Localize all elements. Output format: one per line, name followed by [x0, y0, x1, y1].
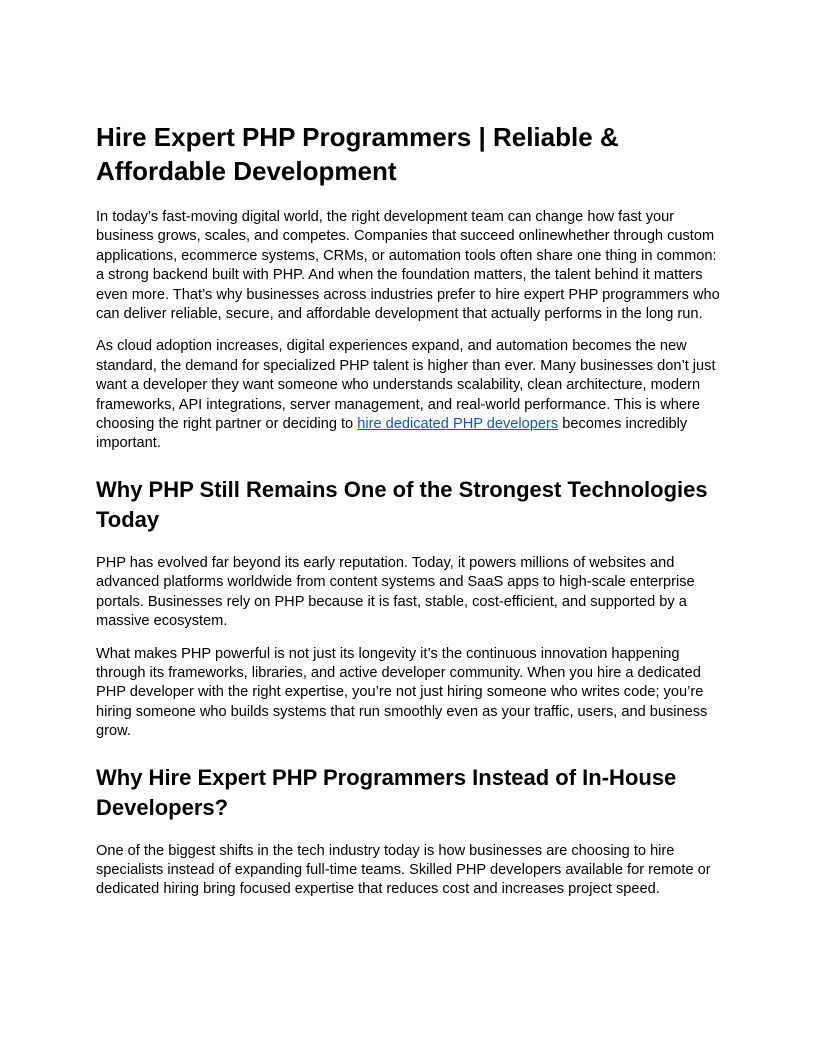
intro-paragraph-2-text-before: As cloud adoption increases, digital experiences expand, and automation becomes the new standard, the demand for specialized PHP talent is higher than ever. Many businesses don’t just want a developer they want someone who understands scalability, clean architecture, modern frameworks, API integrations, server management, and real-world performance. This is where choosing the right partner or deciding to: [96, 338, 716, 433]
section2-paragraph-1: One of the biggest shifts in the tech industry today is how businesses are choosing to hire specialists instead of expanding full-time teams. Skilled PHP developers available for remote or dedicated hiring bring focused expertise that reduces cost and increases project speed.: [96, 842, 711, 898]
document-page: [96, 120, 720, 913]
intro-paragraph-1: In today’s fast-moving digital world, the right development team can change how fast your business grows, scales, and competes. Companies that succeed onlinewhether through custom applications, ecommerce systems, CRMs, or automation tools often share one thing in common: a strong backend built with PHP. And when the foundation matters, the talent behind it matters even more. That’s why businesses across industries prefer to hire expert PHP programmers who can deliver reliable, secure, and affordable development that actually performs in the long run.: [96, 209, 720, 323]
page-title: Hire Expert PHP Programmers | Reliable & Affordable Development: [96, 122, 619, 186]
section-heading-why-php: Why PHP Still Remains One of the Strongest Technologies Today: [96, 476, 708, 532]
hire-dedicated-php-developers-link[interactable]: hire dedicated PHP developers: [357, 416, 559, 433]
section-heading-why-hire-experts: Why Hire Expert PHP Programmers Instead of In-House Developers?: [96, 764, 677, 820]
intro-paragraph-2-text-after: becomes incredibly important.: [96, 416, 688, 452]
section1-paragraph-2: What makes PHP powerful is not just its longevity it’s the continuous innovation happening through its frameworks, libraries, and active developer community. When you hire a dedicated PHP developer with the right expertise, you’re not just hiring someone who writes code; you’re hiring someone who builds systems that run smoothly even as your traffic, users, and business grow.: [96, 645, 708, 740]
intro-paragraph-2: [96, 337, 720, 453]
section1-paragraph-1: PHP has evolved far beyond its early reputation. Today, it powers millions of websites and advanced platforms worldwide from content systems and SaaS apps to high-scale enterprise portals. Businesses rely on PHP because it is fast, stable, cost-efficient, and supported by a massive ecosystem.: [96, 554, 695, 630]
